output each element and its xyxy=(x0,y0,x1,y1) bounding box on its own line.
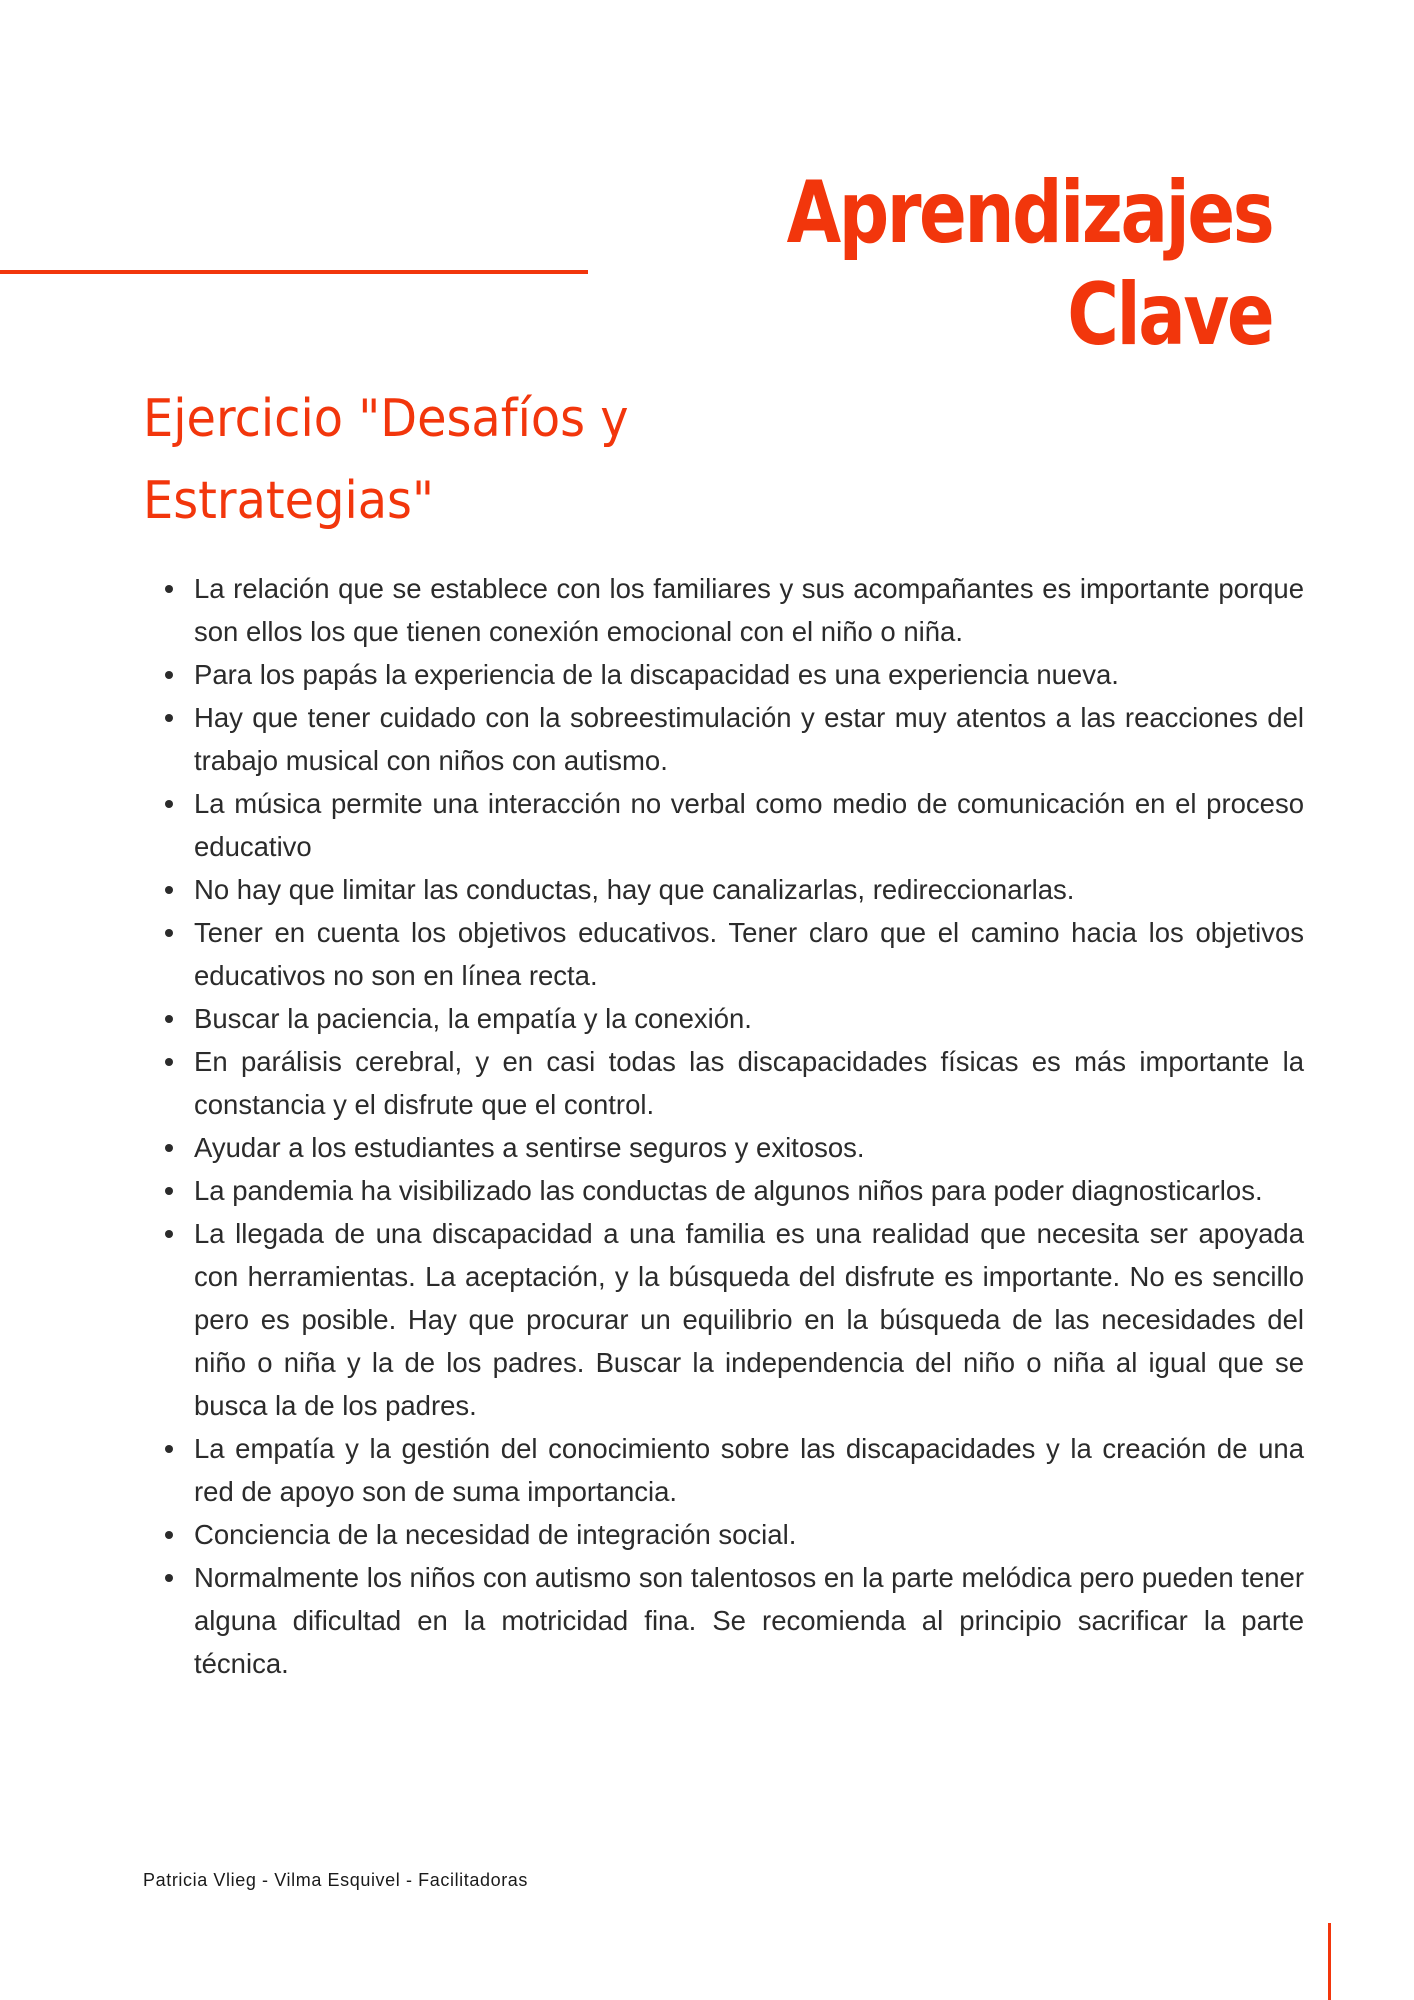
section-heading xyxy=(143,378,787,542)
section-heading-line-2: Estrategias" xyxy=(143,471,434,531)
page-title xyxy=(786,162,1272,366)
list-item: La relación que se establece con los familiares y sus acompañantes es importante porque son ellos los que tienen conexión emocional con el niño o niña. xyxy=(194,567,1304,653)
corner-accent-line xyxy=(1328,1923,1331,2000)
list-item: Buscar la paciencia, la empatía y la conexión. xyxy=(194,997,1304,1040)
list-item: Ayudar a los estudiantes a sentirse seguros y exitosos. xyxy=(194,1126,1304,1169)
section-heading-line-1: Ejercicio "Desafíos y xyxy=(143,389,629,449)
list-item: La llegada de una discapacidad a una familia es una realidad que necesita ser apoyada con herramientas. La aceptación, y la búsqueda del disfrute es importante. No es sencillo pero es posible. Hay que procurar un equilibrio en la búsqueda de las necesidades del niño o niña y la de los padres. Buscar la independencia del niño o niña al igual que se busca la de los padres. xyxy=(194,1212,1304,1427)
list-item: Hay que tener cuidado con la sobreestimulación y estar muy atentos a las reacciones del trabajo musical con niños con autismo. xyxy=(194,696,1304,782)
list-item: La empatía y la gestión del conocimiento sobre las discapacidades y la creación de una red de apoyo son de suma importancia. xyxy=(194,1427,1304,1513)
list-item: Conciencia de la necesidad de integración social. xyxy=(194,1513,1304,1556)
page-title-line-1: Aprendizajes xyxy=(786,163,1272,263)
learnings-list xyxy=(162,567,1304,1685)
list-item: La música permite una interacción no verbal como medio de comunicación en el proceso educativo xyxy=(194,782,1304,868)
header-divider-line xyxy=(0,270,588,274)
page-title-line-2: Clave xyxy=(1066,265,1272,365)
footer-credits: Patricia Vlieg - Vilma Esquivel - Facilitadoras xyxy=(143,1870,529,1890)
list-item: En parálisis cerebral, y en casi todas las discapacidades físicas es más importante la constancia y el disfrute que el control. xyxy=(194,1040,1304,1126)
list-item: Tener en cuenta los objetivos educativos. Tener claro que el camino hacia los objetivos educativos no son en línea recta. xyxy=(194,911,1304,997)
list-item: La pandemia ha visibilizado las conductas de algunos niños para poder diagnosticarlos. xyxy=(194,1169,1304,1212)
list-item: Normalmente los niños con autismo son talentosos en la parte melódica pero pueden tener alguna dificultad en la motricidad fina. Se recomienda al principio sacrificar la parte técnica. xyxy=(194,1556,1304,1685)
list-item: Para los papás la experiencia de la discapacidad es una experiencia nueva. xyxy=(194,653,1304,696)
list-item: No hay que limitar las conductas, hay que canalizarlas, redireccionarlas. xyxy=(194,868,1304,911)
